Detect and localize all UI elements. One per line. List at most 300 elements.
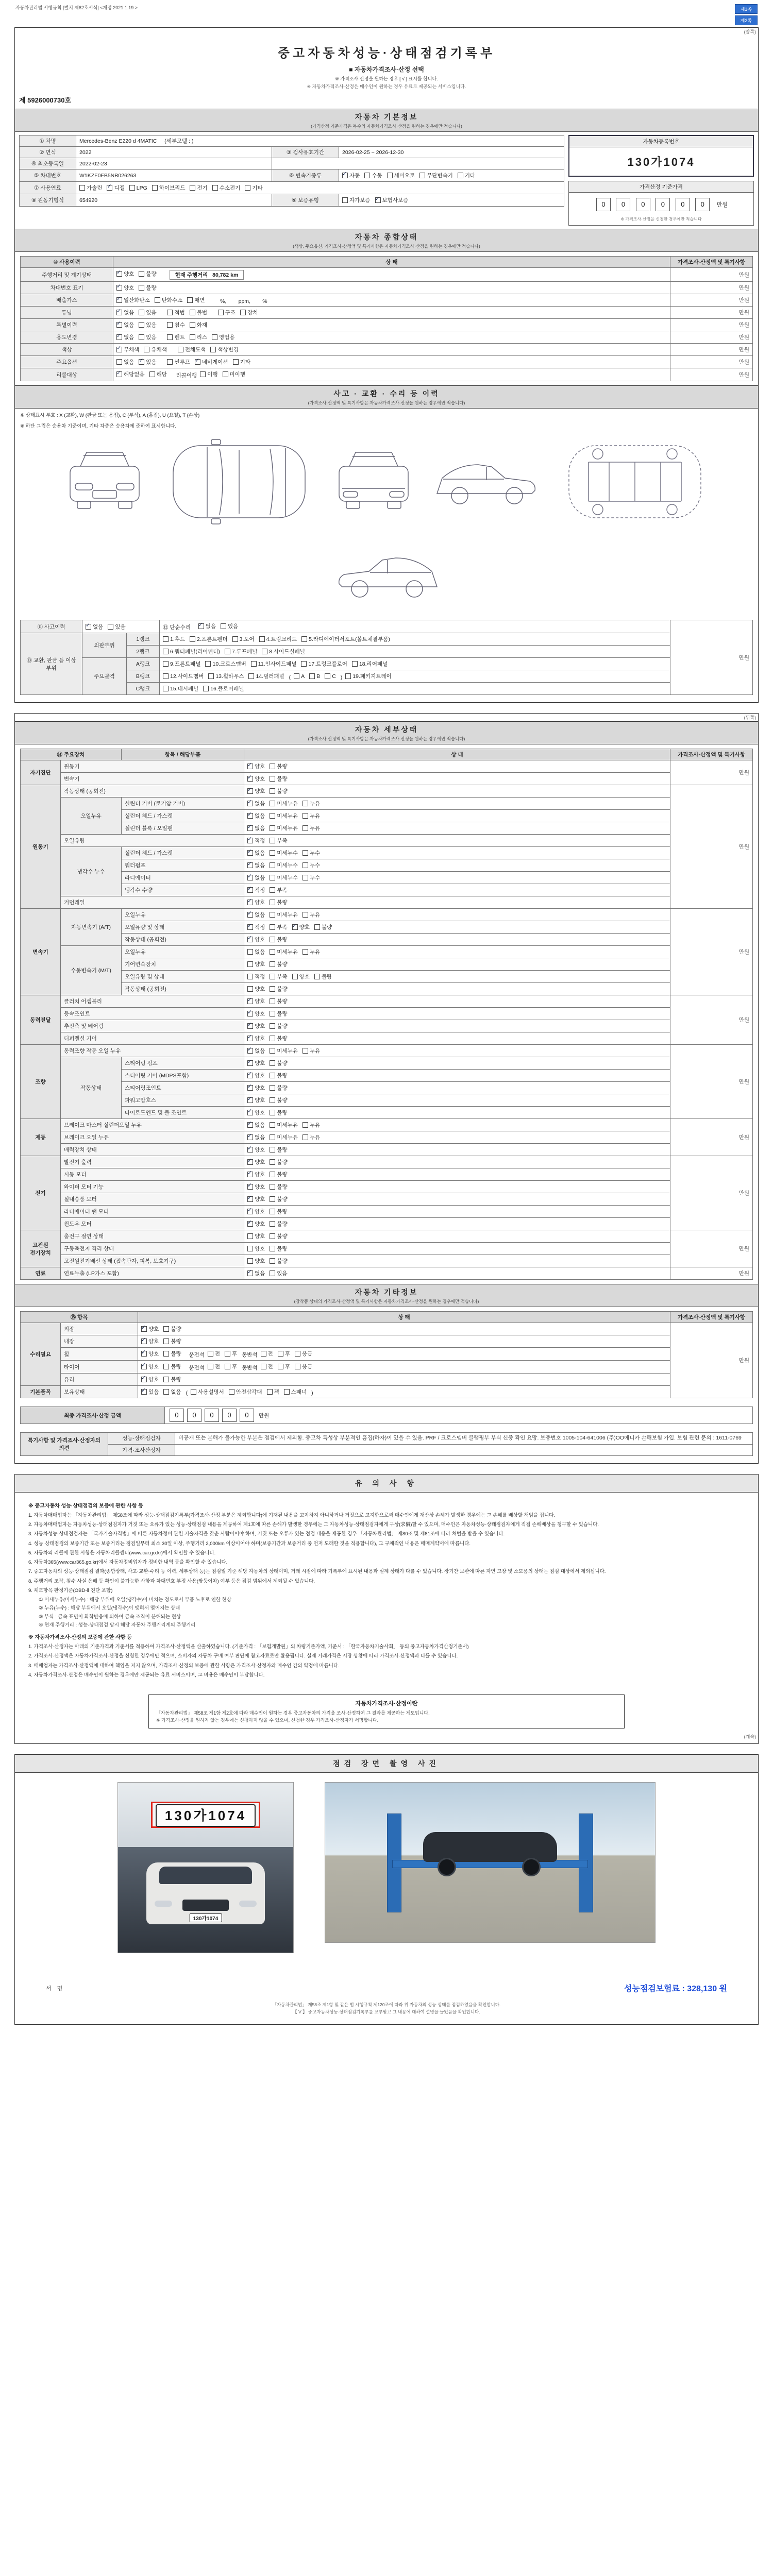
page-badge-1[interactable]: 제1쪽 [735,4,758,14]
checkbox-무단변속기[interactable]: 무단변속기 [419,172,453,179]
checkbox-없음[interactable]: ✓ 없음 [198,622,216,630]
checkbox-불량[interactable]: 불량 [270,762,287,770]
checkbox-미세누유[interactable]: 미세누유 [270,824,298,832]
checkbox-양호[interactable]: ✓ 양호 [247,1171,265,1178]
checkbox-없음[interactable]: ✓ 없음 [247,911,265,919]
checkbox-box [163,1338,169,1344]
table-cell [272,158,564,170]
checkbox-불량[interactable]: 불량 [270,1035,287,1042]
checkbox-적정[interactable]: ✓ 적정 [247,886,265,894]
table-cell [244,983,670,995]
checkbox-불량[interactable]: 불량 [270,1084,287,1092]
checkbox-없음[interactable]: 없음 [247,948,265,956]
checkbox-양호[interactable]: ✓ 양호 [247,1096,265,1104]
checkbox-탄화수소[interactable]: 탄화수소 [155,296,183,304]
checkbox-안전삼각대[interactable]: 안전삼각대 [229,1388,262,1396]
checkbox-양호[interactable]: 양호 [247,1257,265,1265]
checkbox-미세누수[interactable]: 미세누수 [270,874,298,882]
checkbox-12.사이드멤버[interactable]: 12.사이드멤버 [163,672,204,680]
checkbox-해당[interactable]: 해당 [149,370,167,378]
table-cell [244,822,670,835]
checkbox-box [247,900,253,905]
footer-line-2: 【 V 】 중고자동차성능·상태점검기록부를 교부받고 그 내용에 대하여 설명을 들었음을 확인합니다. [293,2009,480,2015]
checkbox-불량[interactable]: 불량 [270,960,287,968]
checkbox-부족[interactable]: 부족 [270,837,287,844]
checkbox-불량[interactable]: 불량 [270,1158,287,1166]
checkbox-누유[interactable]: 누유 [303,812,320,820]
checkbox-LPG[interactable]: LPG [129,185,147,191]
checkbox-양호[interactable]: ✓ 양호 [247,1084,265,1092]
checkbox-양호[interactable]: ✓ 양호 [247,1146,265,1154]
checkbox-있음[interactable]: 있음 [139,321,156,329]
checkbox-13.휠하우스[interactable]: 13.휠하우스 [208,672,244,680]
checkbox-양호[interactable]: ✓ 양호 [247,1158,265,1166]
checkbox-있음[interactable]: ✓ 있음 [141,1388,159,1396]
table-cell [244,1267,670,1280]
table-cell: 스티어링 기어 (MDPS포함) [122,1070,244,1082]
checkbox-불량[interactable]: 불량 [270,1010,287,1018]
table-cell: 특별이력 [21,319,113,331]
checkbox-box [198,623,204,629]
checkbox-box [270,1011,275,1016]
checkbox-부족[interactable]: 부족 [270,886,287,894]
table-cell: 오일누유 [122,946,244,958]
checkbox-구조[interactable]: 구조 [218,309,236,316]
table-cell: 실린더 헤드 / 가스켓 [122,810,244,822]
checkbox-불량[interactable]: 불량 [270,1022,287,1030]
checkbox-box [141,1377,147,1382]
checkbox-box [167,359,173,365]
table-cell: 브레이크 오일 누유 [61,1131,244,1144]
checkbox-장치[interactable]: 장치 [240,309,258,316]
checkbox-미세누유[interactable]: 미세누유 [270,948,298,956]
checkbox-양호[interactable]: 양호 [247,960,265,968]
checkbox-적정[interactable]: 적정 [247,973,265,980]
checkbox-누유[interactable]: 누유 [303,824,320,832]
checkbox-box [270,764,275,769]
table-row [21,1230,753,1243]
checkbox-누수[interactable]: 누수 [303,874,320,882]
checkbox-양호[interactable]: ✓ 양호 [247,1183,265,1191]
checkbox-수소전기[interactable]: 수소전기 [212,184,241,192]
checkbox-양호[interactable]: ✓ 양호 [247,1022,265,1030]
checkbox-미세누수[interactable]: 미세누수 [270,849,298,857]
checkbox-양호[interactable]: ✓ 양호 [247,787,265,795]
notices-body [15,1493,758,1686]
checkbox-없음[interactable]: ✓ 없음 [116,321,134,329]
checkbox-누유[interactable]: 누유 [303,1121,320,1129]
checkbox-box [342,197,348,203]
checkbox-누수[interactable]: 누수 [303,861,320,869]
checkbox-양호[interactable]: ✓ 양호 [141,1363,159,1370]
checkbox-양호[interactable]: ✓ 양호 [141,1325,159,1333]
checkbox-양호[interactable]: ✓ 양호 [247,1059,265,1067]
checkbox-불량[interactable]: 불량 [163,1337,181,1345]
table-cell: 만원 [670,368,753,381]
checkbox-box [303,949,308,955]
checkbox-미세누유[interactable]: 미세누유 [270,911,298,919]
checkbox-렌트[interactable]: 렌트 [167,333,184,341]
document-number: 제 5926000730호 [19,96,72,104]
checkbox-미세누유[interactable]: 미세누유 [270,1121,298,1129]
checkbox-전[interactable]: 전 [208,1363,220,1370]
checkbox-box [208,1364,213,1369]
checkbox-있음[interactable]: ✓ 있음 [139,358,156,366]
boxed-value: 현재 주행거리 80,782 km [170,270,244,280]
checkbox-box [345,673,351,679]
checkbox-불량[interactable]: 불량 [139,270,156,278]
checkbox-없음[interactable]: 없음 [116,358,134,366]
checkbox-있음[interactable]: 있음 [221,622,238,630]
registration-number-label: 자동차등록번호 [569,136,753,147]
checkbox-양호[interactable]: ✓ 양호 [247,1072,265,1079]
checkbox-양호[interactable]: ✓ 양호 [247,1035,265,1042]
checkbox-box [325,673,330,679]
checkbox-불량[interactable]: 불량 [270,1220,287,1228]
checkbox-세미오토[interactable]: 세미오토 [387,172,415,179]
checkbox-누유[interactable]: 누유 [303,1047,320,1055]
checkbox-미세누유[interactable]: 미세누유 [270,812,298,820]
checkbox-미세누유[interactable]: 미세누유 [270,800,298,807]
checkbox-양호[interactable]: ✓ 양호 [292,923,310,931]
checkbox-있음[interactable]: 있음 [139,333,156,341]
table-cell: 수동변속기 (M/T) [61,946,122,995]
table-cell [244,798,670,810]
checkbox-없음[interactable]: ✓ 없음 [247,824,265,832]
checkbox-box [245,185,250,191]
table-cell [160,646,670,658]
checkbox-19.패키지트레이[interactable]: 19.패키지트레이 [345,672,391,680]
checkbox-스패너[interactable]: 스패너 [284,1388,307,1396]
checkbox-영업용[interactable]: 영업용 [212,333,234,341]
checkbox-부족[interactable]: 부족 [270,973,287,980]
detail-condition-table [20,749,753,1280]
checkbox-유채색[interactable]: 유채색 [144,346,166,353]
checkbox-불법[interactable]: 불법 [190,309,207,316]
checkbox-없음[interactable]: ✓ 없음 [247,1121,265,1129]
digit-cell: 0 [170,1409,184,1422]
checkbox-적정[interactable]: ✓ 적정 [247,923,265,931]
notice-item: 4. 자동차가격조사·산정은 매수인이 원하는 경우에만 제공되는 유료 서비스이며, 그 비용은 매수인이 부담합니다. [28,1672,265,1678]
checkbox-보험사보증[interactable]: ✓ 보험사보증 [375,196,409,204]
checkbox-불량[interactable]: 불량 [270,1059,287,1067]
checkbox-누유[interactable]: 누유 [303,800,320,807]
checkbox-2.프론트펜더[interactable]: 2.프론트펜더 [190,635,227,643]
checkbox-응급[interactable]: 응급 [295,1363,312,1370]
checkbox-불량[interactable]: 불량 [163,1325,181,1333]
table-cell [113,294,670,307]
checkbox-불량[interactable]: 불량 [270,1257,287,1265]
checkbox-기타[interactable]: 기타 [233,358,250,366]
table-cell [244,1243,670,1255]
checkbox-양호[interactable]: ✓ 양호 [141,1337,159,1345]
table-row [21,1070,753,1082]
checkbox-7.루프패널[interactable]: 7.루프패널 [225,648,257,655]
table-cell: C랭크 [127,683,160,695]
checkbox-침수[interactable]: 침수 [167,321,184,329]
checkbox-11.인사이드패널[interactable]: 11.인사이드패널 [251,660,297,668]
checkbox-미세누유[interactable]: 미세누유 [270,1047,298,1055]
checkbox-있음[interactable]: 있음 [270,1269,287,1277]
notice-item: 3. 자동차성능·상태점검자는 「국가기술자격법」에 따른 자동차정비 관련 기술자격을 갖춘 사람이어야 하며, 거짓 또는 오류가 있는 점검 내용을 제공한 경우 「자동차관리법」 제80조 및 제81조에 따라 처벌을 받을 수 있습니다. [28,1531,505,1537]
checkbox-응급[interactable]: 응급 [295,1350,312,1358]
page-badge-2[interactable]: 제2쪽 [735,15,758,25]
sheet-back [14,713,759,1464]
checkbox-불량[interactable]: 불량 [270,1146,287,1154]
checkbox-후[interactable]: 후 [278,1363,290,1370]
checkbox-box [270,986,275,992]
checkbox-양호[interactable]: ✓ 양호 [141,1350,159,1358]
table-row [21,760,753,773]
checkbox-양호[interactable]: ✓ 양호 [247,1109,265,1116]
checkbox-있음[interactable]: 있음 [139,309,156,316]
checkbox-없음[interactable]: ✓ 없음 [86,623,103,631]
checkbox-box [139,310,144,315]
table-row [21,1407,753,1424]
checkbox-불량[interactable]: 불량 [314,923,332,931]
checkbox-양호[interactable]: 양호 [247,1245,265,1252]
table-cell: ⑤ 차대번호 [20,170,76,182]
checkbox-양호[interactable]: ✓ 양호 [247,762,265,770]
checkbox-불량[interactable]: 불량 [270,1109,287,1116]
table-cell [160,658,670,670]
table-row [21,268,753,282]
text-segment: 운전석 [186,1352,205,1358]
checkbox-box [270,1209,275,1214]
checkbox-디젤[interactable]: ✓ 디젤 [107,184,124,192]
table-cell: 튜닝 [21,307,113,319]
checkbox-있음[interactable]: 있음 [108,623,125,631]
checkbox-없음[interactable]: ✓ 없음 [247,812,265,820]
checkbox-불량[interactable]: 불량 [270,1072,287,1079]
checkbox-9.프론트패널[interactable]: 9.프론트패널 [163,660,200,668]
checkbox-box [195,359,200,365]
checkbox-14.필러패널[interactable]: 14.필러패널 [248,672,284,680]
checkbox-불량[interactable]: 불량 [270,1096,287,1104]
checkbox-양호[interactable]: 양호 [247,1232,265,1240]
checkbox-잭[interactable]: 잭 [267,1388,279,1396]
checkbox-없음[interactable]: ✓ 없음 [247,861,265,869]
checkbox-후[interactable]: 후 [225,1363,237,1370]
checkbox-하이브리드[interactable]: 하이브리드 [152,184,186,192]
checkbox-사용설명서[interactable]: 사용설명서 [191,1388,224,1396]
checkbox-무채색[interactable]: ✓ 무채색 [116,346,139,353]
checkbox-적정[interactable]: ✓ 적정 [247,837,265,844]
checkbox-양호[interactable]: ✓ 양호 [247,1195,265,1203]
table-cell: 커먼레일 [61,896,244,909]
checkbox-box [247,1147,253,1153]
table-cell: 실린더 헤드 / 가스켓 [122,847,244,859]
checkbox-양호[interactable]: ✓ 양호 [247,1220,265,1228]
checkbox-기타[interactable]: 기타 [458,172,475,179]
checkbox-미세누유[interactable]: 미세누유 [270,1133,298,1141]
checkbox-box [163,1351,169,1357]
checkbox-불량[interactable]: 불량 [270,1183,287,1191]
checkbox-8.사이드실패널[interactable]: 8.사이드실패널 [262,648,305,655]
checkbox-box [270,1196,275,1202]
checkbox-누유[interactable]: 누유 [303,1133,320,1141]
checkbox-기타[interactable]: 기타 [245,184,262,192]
checkbox-리스[interactable]: 리스 [190,333,207,341]
price-survey-info-title: 자동차가격조사·산정이란 [355,1701,418,1707]
checkbox-box [247,1023,253,1029]
checkbox-없음[interactable]: 없음 [163,1388,181,1396]
checkbox-A[interactable]: A [294,673,305,680]
checkbox-부족[interactable]: 부족 [270,923,287,931]
table-cell [113,319,670,331]
checkbox-없음[interactable]: ✓ 없음 [247,1133,265,1141]
checkbox-box [240,310,246,315]
checkbox-가솔린[interactable]: 가솔린 [79,184,102,192]
checkbox-B[interactable]: B [309,673,320,680]
checkbox-없음[interactable]: ✓ 없음 [247,1269,265,1277]
checkbox-box [278,1364,283,1369]
checkbox-불량[interactable]: 불량 [270,1171,287,1178]
checkbox-없음[interactable]: ✓ 없음 [247,1047,265,1055]
checkbox-양호[interactable]: ✓ 양호 [247,899,265,906]
checkbox-불량[interactable]: 불량 [270,1208,287,1215]
checkbox-17.트렁크플로어[interactable]: 17.트렁크플로어 [301,660,347,668]
checkbox-불량[interactable]: 불량 [163,1376,181,1383]
checkbox-불량[interactable]: 불량 [270,787,287,795]
checkbox-양호[interactable]: ✓ 양호 [247,775,265,783]
checkbox-15.대시패널[interactable]: 15.대시패널 [163,685,198,692]
checkbox-매연[interactable]: 매연 [187,296,205,304]
checkbox-불량[interactable]: 불량 [139,284,156,292]
checkbox-불량[interactable]: 불량 [270,1232,287,1240]
table-cell [113,282,670,294]
checkbox-box [247,1196,253,1202]
checkbox-5.라디에이터서포트(볼트체결부품)[interactable]: 5.라디에이터서포트(볼트체결부품) [301,635,390,643]
checkbox-미세누수[interactable]: 미세누수 [270,861,298,869]
checkbox-미이행[interactable]: 미이행 [223,370,245,378]
checkbox-전체도색[interactable]: 전체도색 [178,346,206,353]
table-cell: 2026-02-25 ~ 2026-12-30 [339,147,564,158]
checkbox-box [116,285,122,291]
base-price-digit: 0 [695,198,710,211]
table-cell: 만원 [670,760,753,785]
table-cell [76,135,564,147]
checkbox-불량[interactable]: 불량 [163,1363,181,1370]
checkbox-네비게이션[interactable]: ✓ 네비게이션 [195,358,228,366]
checkbox-10.크로스멤버[interactable]: 10.크로스멤버 [205,660,246,668]
checkbox-box [163,673,169,679]
base-price-label: 가격산정 기준가격 [569,181,753,193]
plate-highlight-box [151,1802,260,1828]
checkbox-18.리어패널[interactable]: 18.리어패널 [352,660,388,668]
checkbox-box [270,1023,275,1029]
table-cell [160,683,670,695]
checkbox-3.도어[interactable]: 3.도어 [232,635,255,643]
checkbox-불량[interactable]: 불량 [270,1195,287,1203]
table-row [21,1119,753,1131]
checkbox-양호[interactable]: ✓ 양호 [247,936,265,943]
checkbox-없음[interactable]: ✓ 없음 [116,309,134,316]
checkbox-불량[interactable]: 불량 [270,899,287,906]
checkbox-이행[interactable]: 이행 [200,370,217,378]
checkbox-없음[interactable]: ✓ 없음 [247,800,265,807]
car-windshield-shape [159,1867,252,1884]
checkbox-box [247,1036,253,1041]
checkbox-없음[interactable]: ✓ 없음 [116,333,134,341]
table-cell: 오일유량 및 상태 [122,921,244,934]
checkbox-전[interactable]: 전 [261,1350,273,1358]
checkbox-불량[interactable]: 불량 [270,1245,287,1252]
checkbox-16.플로어패널[interactable]: 16.플로어패널 [203,685,244,692]
checkbox-썬루프[interactable]: 썬루프 [167,358,190,366]
checkbox-양호[interactable]: ✓ 양호 [116,270,134,278]
checkbox-불량[interactable]: 불량 [270,997,287,1005]
checkbox-양호[interactable]: ✓ 양호 [247,1208,265,1215]
checkbox-6.쿼터패널(리어펜더)[interactable]: 6.쿼터패널(리어펜더) [163,648,220,655]
checkbox-양호[interactable]: 양호 [247,985,265,993]
checkbox-불량[interactable]: 불량 [270,775,287,783]
checkbox-1.후드[interactable]: 1.후드 [163,635,185,643]
checkbox-후[interactable]: 후 [225,1350,237,1358]
checkbox-불량[interactable]: 불량 [314,973,332,980]
checkbox-적법[interactable]: 적법 [167,309,184,316]
section-overall-title: 자동차 종합상태 [355,233,418,241]
checkbox-box [208,1351,213,1357]
table-cell [244,909,670,921]
notice-item: 2. 자동차매매업자는 자동차성능·상태점검자가 거짓 또는 오류가 있는 성능·상태점검 내용을 제공하여 제1호에 따른 손해가 발생한 경우에는 그 자동차성능·상태점검자에게 구상(求償)할 수 있으며, 매수인은 자동차성능·상태점검자에게 직접 손해배상을 청구할 수 있습니다. [28,1522,599,1528]
checkbox-색상변경[interactable]: 색상변경 [210,346,239,353]
checkbox-양호[interactable]: 양호 [292,973,310,980]
checkbox-box [79,185,85,191]
checkbox-전기[interactable]: 전기 [190,184,207,192]
checkbox-누유[interactable]: 누유 [303,911,320,919]
checkbox-불량[interactable]: 불량 [163,1350,181,1358]
checkbox-box [141,1338,147,1344]
checkbox-box [163,636,169,642]
checkbox-4.트렁크리드[interactable]: 4.트렁크리드 [259,635,297,643]
checkbox-양호[interactable]: ✓ 양호 [141,1376,159,1383]
checkbox-box [247,1097,253,1103]
checkbox-없음[interactable]: ✓ 없음 [247,874,265,882]
checkbox-자가보증[interactable]: 자가보증 [342,196,371,204]
checkbox-box [223,371,228,377]
checkbox-불량[interactable]: 불량 [270,985,287,993]
section-basic-header [15,109,758,132]
checkbox-수동[interactable]: 수동 [364,172,382,179]
checkbox-box [208,673,214,679]
checkbox-누유[interactable]: 누유 [303,948,320,956]
checkbox-일산화탄소[interactable]: ✓ 일산화탄소 [116,296,150,304]
checkbox-후[interactable]: 후 [278,1350,290,1358]
checkbox-불량[interactable]: 불량 [270,936,287,943]
checkbox-전[interactable]: 전 [208,1350,220,1358]
table-row [21,307,753,319]
checkbox-C[interactable]: C [325,673,336,680]
checkbox-양호[interactable]: ✓ 양호 [247,997,265,1005]
checkbox-자동[interactable]: ✓ 자동 [342,172,360,179]
table-cell [138,1374,670,1386]
checkbox-box [212,334,217,340]
checkbox-양호[interactable]: ✓ 양호 [247,1010,265,1018]
checkbox-box [163,686,169,691]
checkbox-없음[interactable]: ✓ 없음 [247,849,265,857]
checkbox-누수[interactable]: 누수 [303,849,320,857]
checkbox-box [233,359,239,365]
checkbox-box [141,1351,147,1357]
checkbox-화재[interactable]: 화재 [190,321,207,329]
checkbox-해당없음[interactable]: ✓ 해당없음 [116,370,145,378]
photo-car-lift [325,1782,656,1943]
table-row [21,921,753,934]
checkbox-전[interactable]: 전 [261,1363,273,1370]
checkbox-양호[interactable]: ✓ 양호 [116,284,134,292]
table-cell: 윈도우 모터 [61,1218,244,1230]
